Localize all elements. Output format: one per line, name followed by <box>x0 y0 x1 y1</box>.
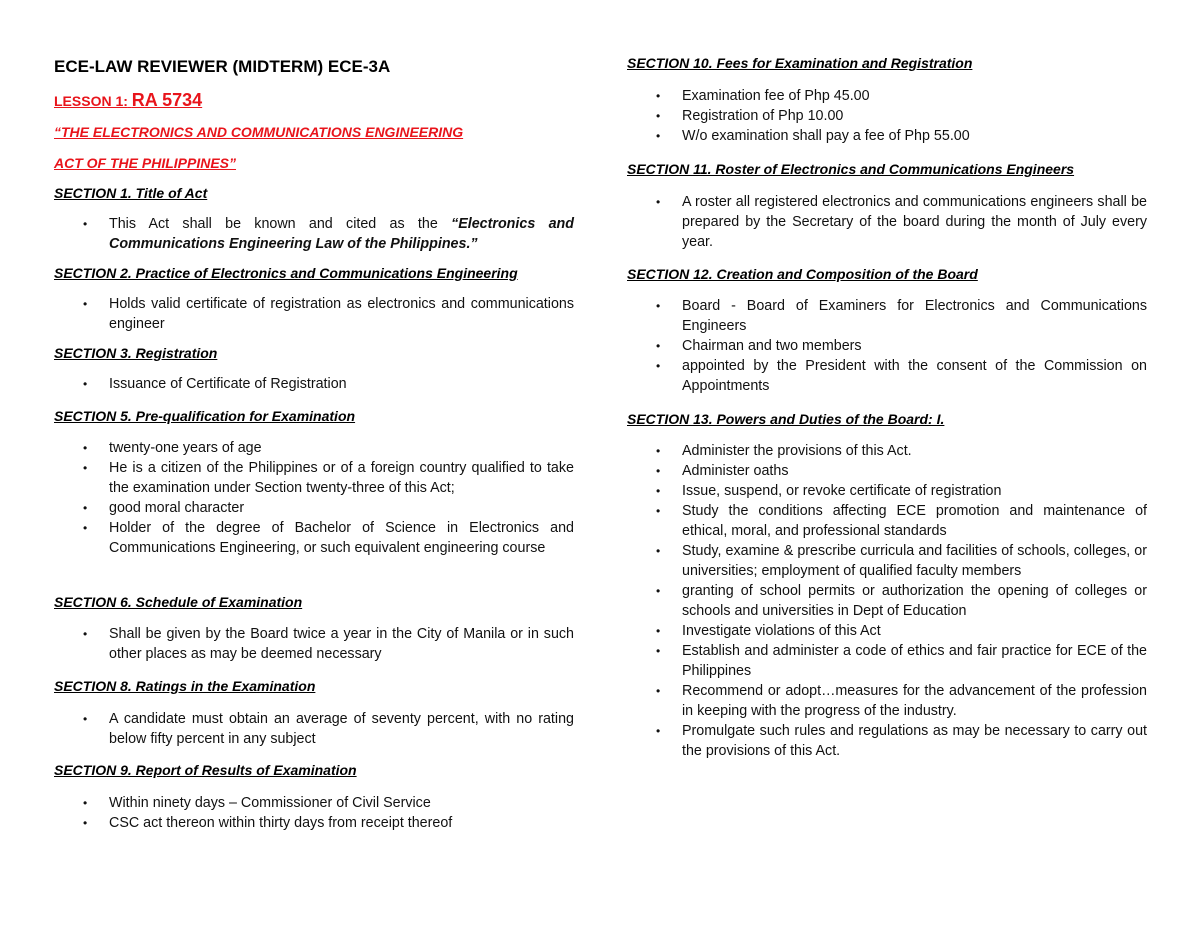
list-item-text: Within ninety days – Commissioner of Civil Service <box>109 795 431 811</box>
list-item-text: appointed by the President with the consent of the Commission on Appointments <box>682 358 1147 394</box>
list-item <box>54 793 574 813</box>
lesson-ra: RA 5734 <box>131 90 203 110</box>
bullet-icon: • <box>656 89 661 103</box>
list-item <box>54 294 574 334</box>
list-item <box>54 518 574 558</box>
list-item-text: good moral character <box>109 500 245 516</box>
list-item-text: Study the conditions affecting ECE promotion and maintenance of ethical, moral, and professional standards <box>682 503 1147 539</box>
list-item <box>627 336 1147 356</box>
bullet-icon: • <box>83 712 88 726</box>
bullet-icon: • <box>656 484 661 498</box>
bullet-icon: • <box>83 377 88 391</box>
list-item-text: twenty-one years of age <box>109 440 262 456</box>
list-item-text: Promulgate such rules and regulations as may be necessary to carry out the provisions of this Act. <box>682 723 1147 759</box>
list-item <box>627 541 1147 581</box>
bullet-icon: • <box>656 624 661 638</box>
list-item <box>54 214 574 254</box>
section-6-list <box>54 624 574 664</box>
section-10-list <box>627 86 1147 146</box>
list-item <box>54 458 574 498</box>
act-title-line-2: ACT OF THE PHILIPPINES” <box>54 155 237 171</box>
bullet-icon: • <box>83 627 88 641</box>
list-item <box>54 624 574 664</box>
bullet-icon: • <box>83 461 88 475</box>
list-item-text: Study, examine & prescribe curricula and facilities of schools, colleges, or universities; employment of qualified faculty members <box>682 543 1147 579</box>
list-item-text: Examination fee of Php 45.00 <box>682 88 870 104</box>
bullet-icon: • <box>83 217 88 231</box>
list-item <box>627 441 1147 461</box>
section-9-heading: SECTION 9. Report of Results of Examination <box>54 762 357 778</box>
list-item <box>627 461 1147 481</box>
bullet-icon: • <box>83 441 88 455</box>
bullet-icon: • <box>656 109 661 123</box>
list-item-text: Establish and administer a code of ethics and fair practice for ECE of the Philippines <box>682 643 1147 679</box>
list-item-text: He is a citizen of the Philippines or of a foreign country qualified to take the examination under Section twenty-three of this Act; <box>109 460 574 496</box>
bullet-icon: • <box>83 297 88 311</box>
bullet-icon: • <box>656 464 661 478</box>
list-item <box>54 709 574 749</box>
section-2-list <box>54 294 574 334</box>
bullet-icon: • <box>656 584 661 598</box>
list-item <box>627 481 1147 501</box>
bullet-icon: • <box>656 644 661 658</box>
section-2-heading: SECTION 2. Practice of Electronics and Communications Engineering <box>54 265 518 281</box>
section-13-heading: SECTION 13. Powers and Duties of the Board: I. <box>627 411 945 427</box>
bullet-icon: • <box>83 816 88 830</box>
bullet-icon: • <box>656 195 661 209</box>
section-3-list <box>54 374 574 394</box>
list-item-text: Issuance of Certificate of Registration <box>109 376 347 392</box>
document-title: ECE-LAW REVIEWER (MIDTERM) ECE-3A <box>54 57 391 76</box>
bullet-icon: • <box>656 544 661 558</box>
lesson-heading <box>54 90 202 111</box>
list-item-text: Chairman and two members <box>682 338 862 354</box>
list-item <box>627 621 1147 641</box>
section-8-list <box>54 709 574 749</box>
list-item <box>54 498 574 518</box>
section-9-list <box>54 793 574 833</box>
section-13-list <box>627 441 1147 761</box>
section-1-list <box>54 214 574 254</box>
section-5-list <box>54 438 574 558</box>
bullet-icon: • <box>656 504 661 518</box>
list-item-text: Holder of the degree of Bachelor of Science in Electronics and Communications Engineering, or such equivalent engineering course <box>109 520 574 556</box>
section-6-heading: SECTION 6. Schedule of Examination <box>54 594 303 610</box>
bullet-icon: • <box>83 501 88 515</box>
lesson-label: LESSON 1: <box>54 93 128 109</box>
section-5-heading: SECTION 5. Pre-qualification for Examination <box>54 408 356 424</box>
list-item <box>627 86 1147 106</box>
section-11-heading: SECTION 11. Roster of Electronics and Communications Engineers <box>627 161 1075 177</box>
bullet-icon: • <box>656 444 661 458</box>
list-item <box>627 641 1147 681</box>
bullet-icon: • <box>83 796 88 810</box>
list-item-text: A candidate must obtain an average of seventy percent, with no rating below fifty percent in any subject <box>109 711 574 747</box>
list-item-text: CSC act thereon within thirty days from receipt thereof <box>109 815 453 831</box>
list-item <box>627 296 1147 336</box>
section-3-heading: SECTION 3. Registration <box>54 345 218 361</box>
list-item-text: Registration of Php 10.00 <box>682 108 844 124</box>
list-item <box>627 681 1147 721</box>
list-item-text: Issue, suspend, or revoke certificate of registration <box>682 483 1002 499</box>
list-item <box>627 126 1147 146</box>
list-item <box>627 501 1147 541</box>
list-item <box>54 813 574 833</box>
section-12-heading: SECTION 12. Creation and Composition of the Board <box>627 266 978 282</box>
law-title-emphasis: “Electronics and Communications Engineering Law of the Philippines.” <box>109 216 574 252</box>
list-item-text: Recommend or adopt…measures for the advancement of the profession in keeping with the progress of the industry. <box>682 683 1147 719</box>
bullet-icon: • <box>656 724 661 738</box>
section-1-heading: SECTION 1. Title of Act <box>54 185 208 201</box>
list-item-text: This Act shall be known and cited as the <box>109 216 452 232</box>
bullet-icon: • <box>656 339 661 353</box>
list-item-text: granting of school permits or authorization the opening of colleges or schools and universities in Dept of Education <box>682 583 1147 619</box>
bullet-icon: • <box>656 299 661 313</box>
section-8-heading: SECTION 8. Ratings in the Examination <box>54 678 316 694</box>
list-item-text: W/o examination shall pay a fee of Php 55.00 <box>682 128 970 144</box>
list-item <box>627 106 1147 126</box>
section-12-list <box>627 296 1147 396</box>
list-item-text: Holds valid certificate of registration as electronics and communications engineer <box>109 296 574 332</box>
list-item <box>627 581 1147 621</box>
section-11-list <box>627 192 1147 252</box>
list-item-text: Shall be given by the Board twice a year in the City of Manila or in such other places as may be deemed necessary <box>109 626 574 662</box>
list-item-text: Board - Board of Examiners for Electronics and Communications Engineers <box>682 298 1147 334</box>
bullet-icon: • <box>656 129 661 143</box>
bullet-icon: • <box>656 684 661 698</box>
list-item <box>54 438 574 458</box>
bullet-icon: • <box>83 521 88 535</box>
act-title-line-1: “THE ELECTRONICS AND COMMUNICATIONS ENGINEERING <box>54 124 464 140</box>
list-item-text: Administer oaths <box>682 463 789 479</box>
bullet-icon: • <box>656 359 661 373</box>
list-item <box>627 356 1147 396</box>
list-item <box>627 192 1147 252</box>
list-item-text: Investigate violations of this Act <box>682 623 881 639</box>
list-item <box>627 721 1147 761</box>
section-10-heading: SECTION 10. Fees for Examination and Registration <box>627 55 973 71</box>
list-item-text: Administer the provisions of this Act. <box>682 443 912 459</box>
list-item-text: A roster all registered electronics and communications engineers shall be prepared by the Secretary of the board during the month of July every year. <box>682 194 1147 250</box>
list-item <box>54 374 574 394</box>
